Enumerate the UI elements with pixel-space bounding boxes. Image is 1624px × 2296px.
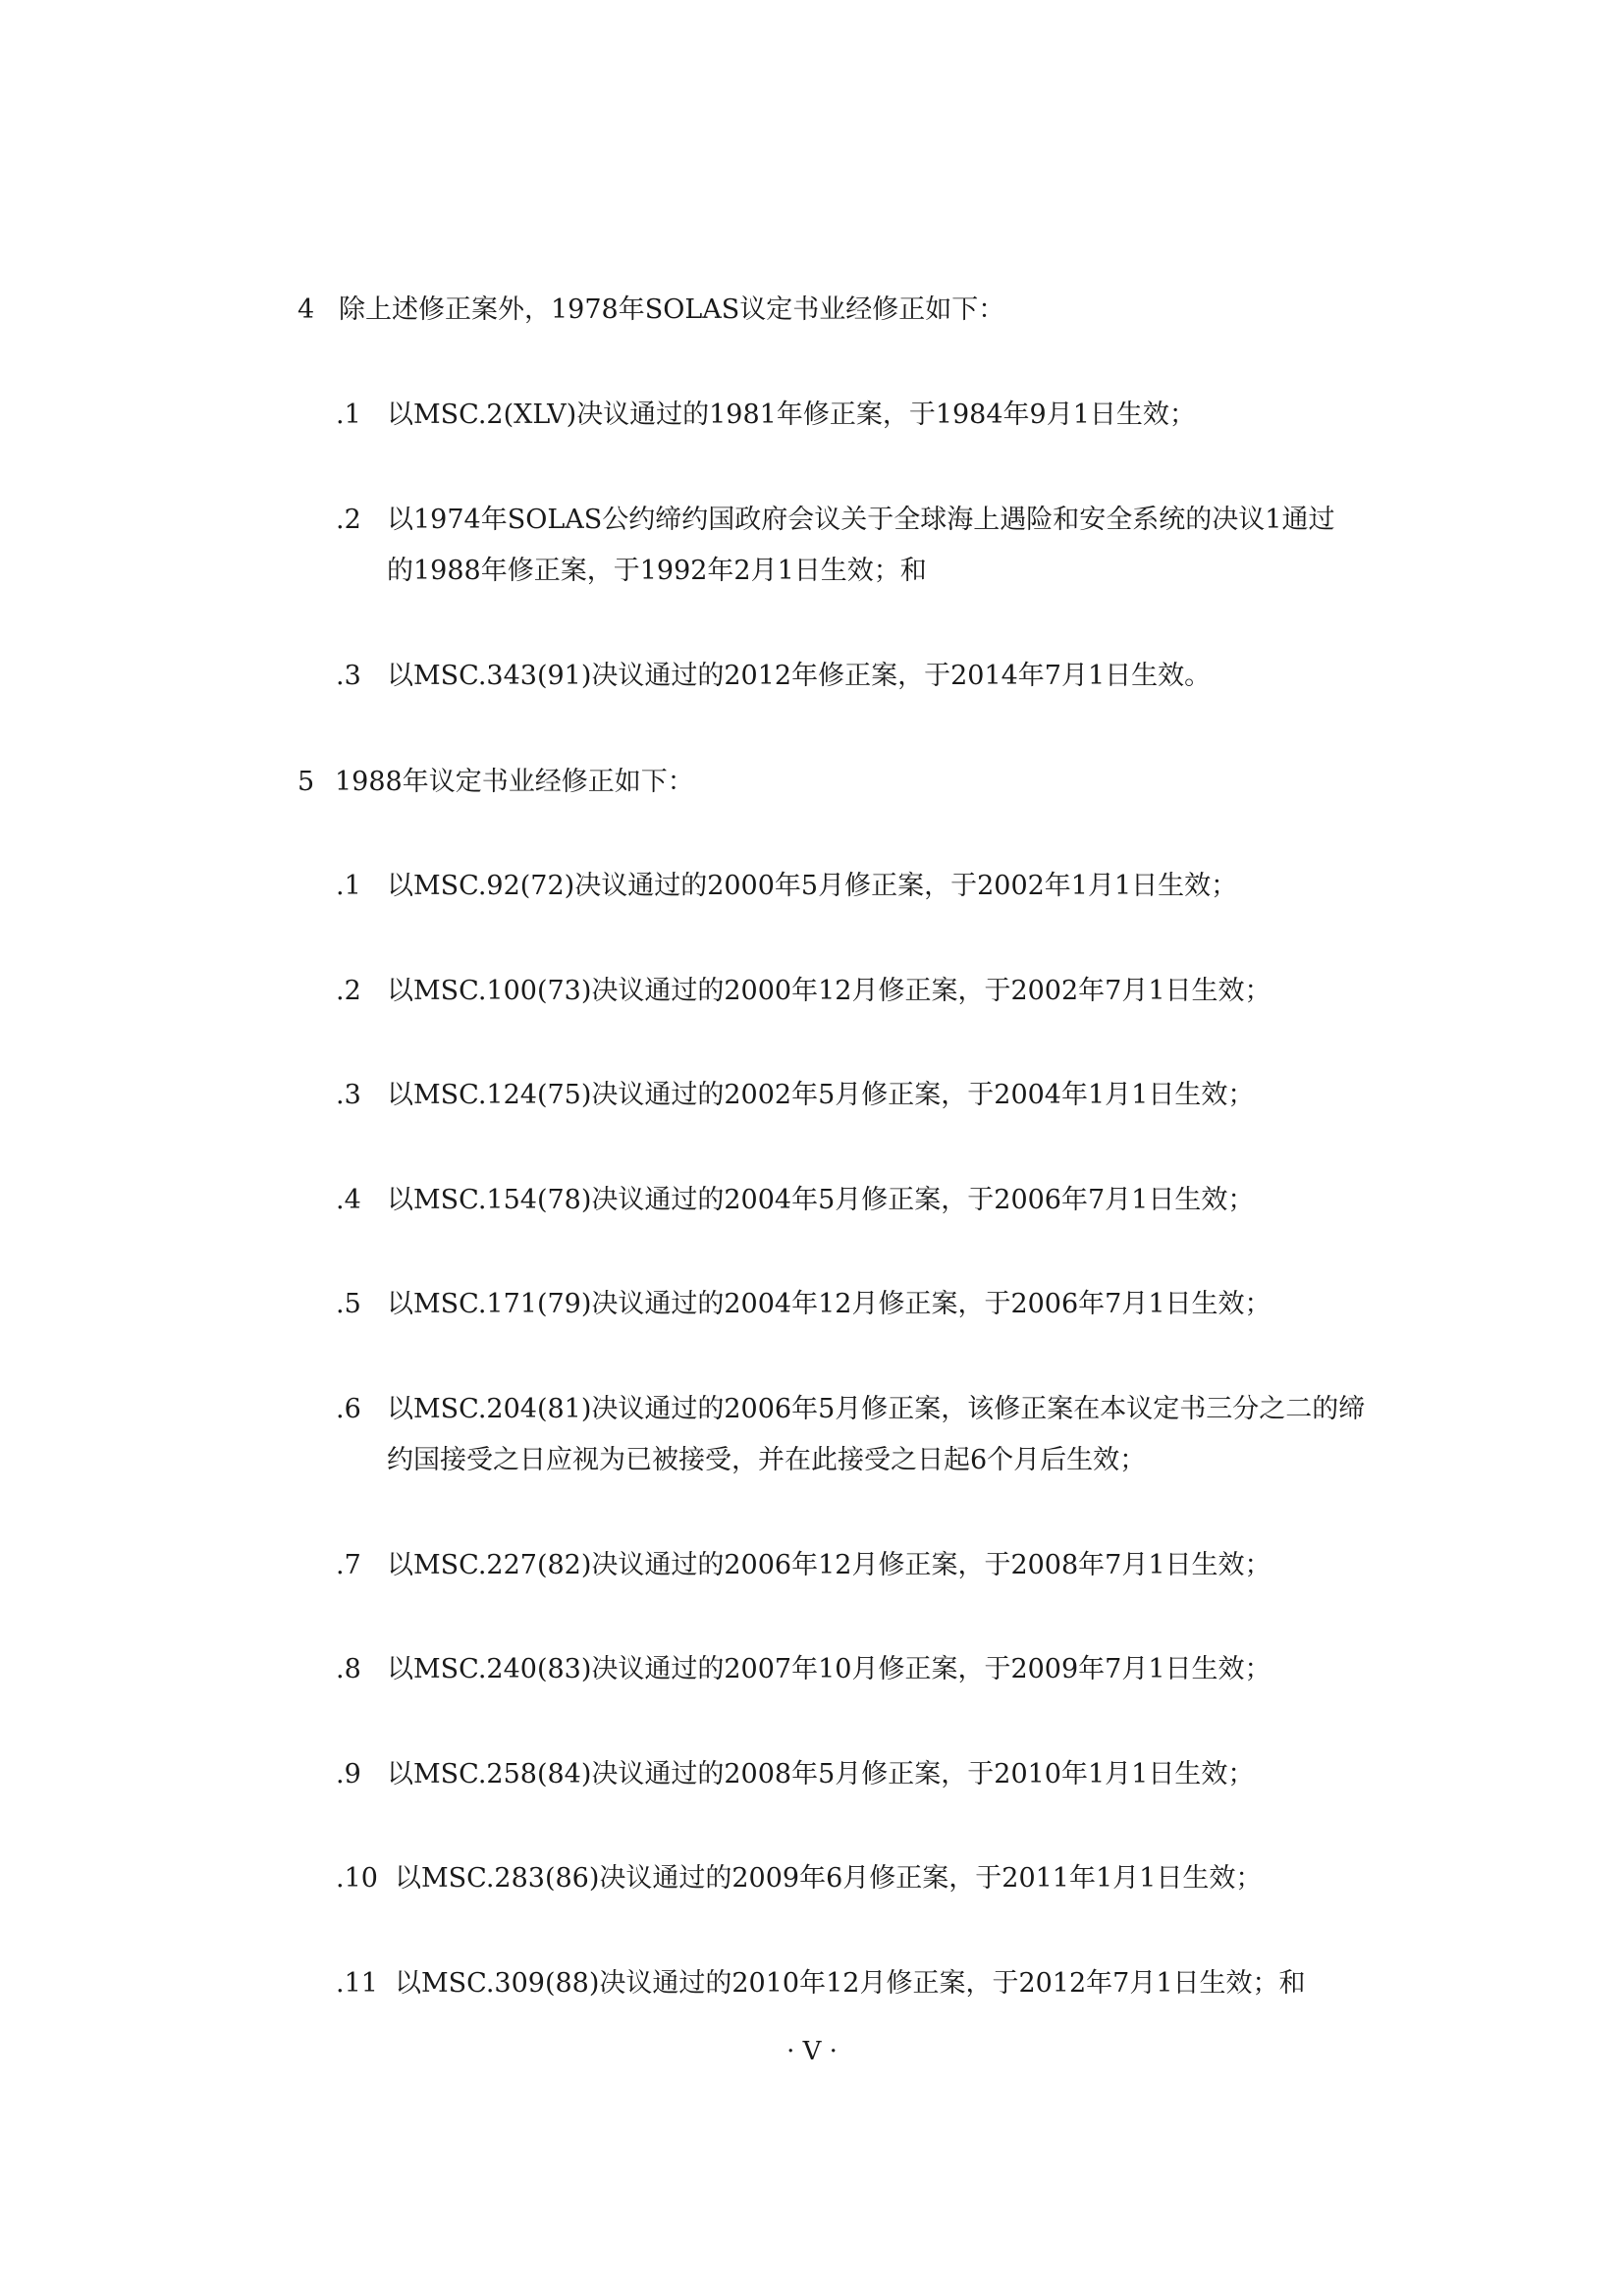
list-item-text: 以1974年SOLAS公约缔约国政府会议关于全球海上遇险和安全系统的决议1通过 [387,505,1335,535]
list-item-text: 以MSC.2(XLV)决议通过的1981年修正案，于1984年9月1日生效； [387,400,1196,430]
section-number: 4 [298,294,315,325]
list-item-number: .3 [336,1080,361,1110]
list-item-text: 以MSC.171(79)决议通过的2004年12月修正案，于2006年7月1日生效； [387,1289,1272,1319]
list-item-number: .8 [336,1654,361,1684]
list-item-text: 以MSC.154(78)决议通过的2004年5月修正案，于2006年7月1日生效； [387,1185,1255,1215]
list-item-number: .1 [336,400,361,430]
list-item-text: 以MSC.258(84)决议通过的2008年5月修正案，于2010年1月1日生效； [387,1759,1255,1789]
list-item-text: 以MSC.240(83)决议通过的2007年10月修正案，于2009年7月1日生效； [387,1654,1272,1684]
list-item-number: .1 [336,871,361,901]
page-number: · V · [786,2037,838,2066]
list-item-number: .11 [336,1968,378,1999]
list-item-text: 以MSC.92(72)决议通过的2000年5月修正案，于2002年1月1日生效； [387,871,1238,901]
list-item-text: 以MSC.204(81)决议通过的2006年5月修正案，该修正案在本议定书三分之二的缔 [387,1394,1366,1424]
list-item-text: 以MSC.124(75)决议通过的2002年5月修正案，于2004年1月1日生效； [387,1080,1255,1110]
list-item-text: 以MSC.100(73)决议通过的2000年12月修正案，于2002年7月1日生效； [387,976,1272,1006]
list-item-number: .5 [336,1289,361,1319]
list-item-text: 以MSC.309(88)决议通过的2010年12月修正案，于2012年7月1日生效；和 [395,1968,1306,1999]
list-item-text-continued: 约国接受之日应视为已被接受，并在此接受之日起6个月后生效； [387,1445,1147,1475]
list-item-text-continued: 的1988年修正案，于1992年2月1日生效；和 [387,556,927,586]
list-item-number: .6 [336,1394,361,1424]
list-item-number: .2 [336,976,361,1006]
list-item-number: .4 [336,1185,361,1215]
list-item-text: 以MSC.283(86)决议通过的2009年6月修正案，于2011年1月1日生效； [395,1863,1263,1894]
list-item-number: .3 [336,661,361,691]
list-item-text: 以MSC.227(82)决议通过的2006年12月修正案，于2008年7月1日生效； [387,1550,1272,1580]
list-item-text: 以MSC.343(91)决议通过的2012年修正案，于2014年7月1日生效。 [387,661,1212,691]
list-item-number: .10 [336,1863,378,1894]
section-heading: 1988年议定书业经修正如下： [335,767,694,797]
list-item-number: .7 [336,1550,361,1580]
section-number: 5 [298,767,315,797]
section-heading: 除上述修正案外，1978年SOLAS议定书业经修正如下： [339,294,1005,325]
list-item-number: .2 [336,505,361,535]
list-item-number: .9 [336,1759,361,1789]
